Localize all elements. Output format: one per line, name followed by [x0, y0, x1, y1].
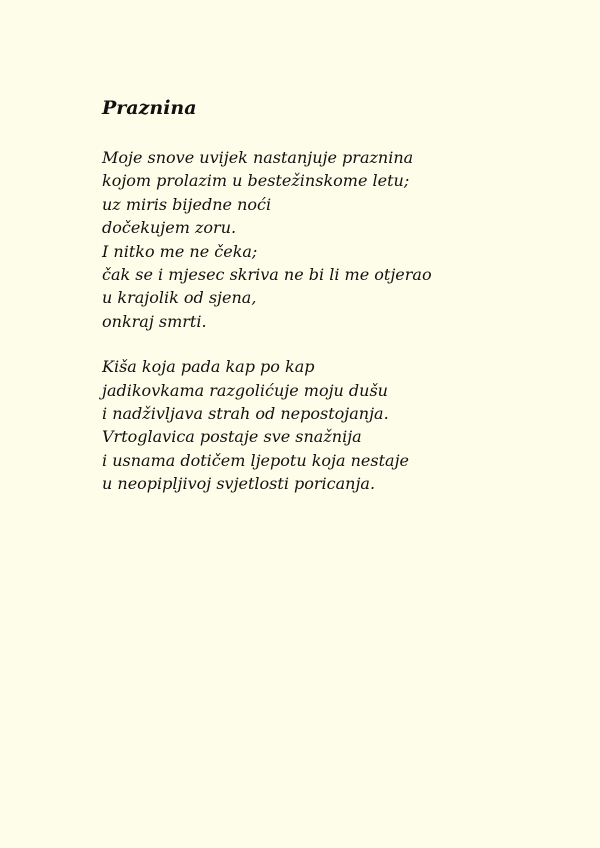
stanza-1-line-4: dočekujem zoru.: [102, 218, 237, 238]
stanza-2-line-5: i usnama dotičem ljepotu koja nestaje: [102, 450, 410, 470]
stanza-2-line-6: u neopipljivoj svjetlosti poricanja.: [102, 474, 376, 494]
stanza-1-line-3: uz miris bijedne noći: [102, 194, 272, 214]
poem-title: Praznina: [102, 97, 197, 119]
stanza-1-line-6: čak se i mjesec skriva ne bi li me otjerao: [102, 265, 432, 285]
poem-page: [102, 96, 562, 518]
stanza-2-line-4: Vrtoglavica postaje sve snažnija: [102, 427, 362, 447]
stanza-1-line-8: onkraj smrti.: [102, 311, 207, 331]
stanza-2-line-2: jadikovkama razgolićuje moju dušu: [102, 380, 388, 400]
stanza-1-line-7: u krajolik od sjena,: [102, 288, 257, 308]
stanza-1-line-1: Moje snove uvijek nastanjuje praznina: [102, 148, 414, 167]
stanza-1-line-2: kojom prolazim u bestežinskome letu;: [102, 171, 410, 191]
stanza-2-line-1: Kiša koja pada kap po kap: [102, 357, 315, 377]
stanza-2: [102, 355, 562, 495]
stanza-1-line-5: I nitko me ne čeka;: [102, 241, 258, 261]
stanza-2-line-3: i nadživljava strah od nepostojanja.: [102, 404, 389, 424]
stanza-1: [102, 146, 562, 333]
